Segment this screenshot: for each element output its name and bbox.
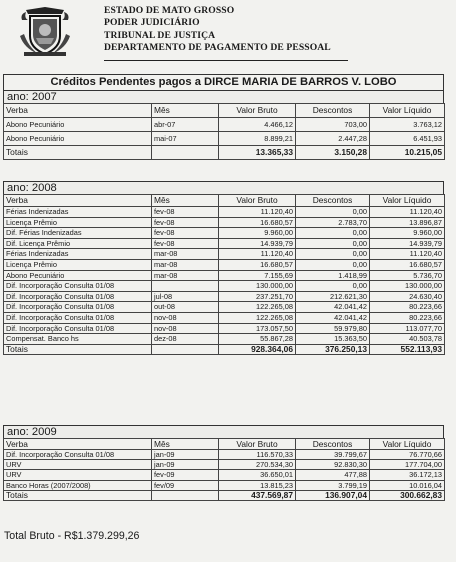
table-header-row <box>4 195 445 207</box>
table-cell: 9.960,00 <box>219 228 296 239</box>
payments-table-2009 <box>3 438 445 501</box>
table-cell: 122.265,08 <box>219 302 296 313</box>
table-cell: Dif. Incorporação Consulta 01/08 <box>4 450 152 460</box>
table-cell: 300.662,83 <box>370 490 445 500</box>
table-cell: 11.120,40 <box>219 249 296 260</box>
table-cell: Dif. Incorporação Consulta 01/08 <box>4 281 152 292</box>
table-cell: Licença Prêmio <box>4 217 152 228</box>
table-cell: 477,88 <box>296 470 370 480</box>
table-cell: 80.223,66 <box>370 302 445 313</box>
table-cell: 6.451,93 <box>370 132 445 146</box>
table-cell: fev-08 <box>152 238 219 249</box>
table-cell: 0,00 <box>296 249 370 260</box>
table-cell: 173.057,50 <box>219 323 296 334</box>
table-cell: 59.979,80 <box>296 323 370 334</box>
table-row <box>4 217 445 228</box>
year-2008-block <box>3 181 444 355</box>
table-cell: 0,00 <box>296 238 370 249</box>
table-cell: 14.939,79 <box>370 238 445 249</box>
table-cell: 11.120,40 <box>370 207 445 218</box>
table-cell: 0,00 <box>296 259 370 270</box>
column-header: Verba <box>4 104 152 118</box>
table-cell: 5.736,70 <box>370 270 445 281</box>
column-header: Mês <box>152 195 219 207</box>
table-cell: Abono Pecuniário <box>4 270 152 281</box>
table-cell: 16.680,57 <box>370 259 445 270</box>
table-row <box>4 480 445 490</box>
table-cell: 270.534,30 <box>219 460 296 470</box>
table-cell: Totais <box>4 344 152 355</box>
table-cell: 92.830,30 <box>296 460 370 470</box>
table-cell: 36.650,01 <box>219 470 296 480</box>
table-row <box>4 323 445 334</box>
table-cell: Totais <box>4 490 152 500</box>
table-cell: 552.113,93 <box>370 344 445 355</box>
table-cell: 7.155,69 <box>219 270 296 281</box>
table-cell: fev-08 <box>152 217 219 228</box>
column-header: Valor Bruto <box>219 195 296 207</box>
table-row <box>4 259 445 270</box>
table-cell: Dif. Incorporação Consulta 01/08 <box>4 291 152 302</box>
column-header: Mês <box>152 439 219 450</box>
table-cell: 16.680,57 <box>219 259 296 270</box>
header-line: TRIBUNAL DE JUSTIÇA <box>104 29 216 41</box>
column-header: Valor Líquido <box>370 439 445 450</box>
column-header: Valor Bruto <box>219 439 296 450</box>
header-line: ESTADO DE MATO GROSSO <box>104 5 235 16</box>
table-cell: Dif. Incorporação Consulta 01/08 <box>4 312 152 323</box>
table-header-row <box>4 104 445 118</box>
table-row <box>4 238 445 249</box>
table-row <box>4 291 445 302</box>
table-cell: 80.223,66 <box>370 312 445 323</box>
table-cell: mar-08 <box>152 270 219 281</box>
coat-of-arms-icon <box>18 6 72 58</box>
table-cell: Dif. Férias Indenizadas <box>4 228 152 239</box>
table-cell <box>152 146 219 160</box>
table-cell <box>152 281 219 292</box>
table-cell: 113.077,70 <box>370 323 445 334</box>
table-cell: 703,00 <box>296 118 370 132</box>
table-cell: 3.150,28 <box>296 146 370 160</box>
table-cell: 177.704,00 <box>370 460 445 470</box>
table-row <box>4 132 445 146</box>
table-cell: 55.867,28 <box>219 334 296 345</box>
table-cell: fev-08 <box>152 228 219 239</box>
table-row <box>4 207 445 218</box>
table-cell: Abono Pecuniário <box>4 118 152 132</box>
table-cell: 10.215,05 <box>370 146 445 160</box>
table-cell: 42.041,42 <box>296 312 370 323</box>
table-cell: 212.621,30 <box>296 291 370 302</box>
table-cell: Dif. Incorporação Consulta 01/08 <box>4 323 152 334</box>
table-row <box>4 460 445 470</box>
table-cell: Dif. Licença Prêmio <box>4 238 152 249</box>
table-cell: 2.783,70 <box>296 217 370 228</box>
table-cell: nov-08 <box>152 312 219 323</box>
year-2007-block <box>3 74 444 160</box>
table-cell: Totais <box>4 146 152 160</box>
table-cell: 9.960,00 <box>370 228 445 239</box>
table-header-row <box>4 439 445 450</box>
table-cell: 24.630,40 <box>370 291 445 302</box>
column-header: Valor Líquido <box>370 104 445 118</box>
column-header: Descontos <box>296 439 370 450</box>
table-cell: abr-07 <box>152 118 219 132</box>
table-row <box>4 450 445 460</box>
table-cell: 237.251,70 <box>219 291 296 302</box>
year-label: ano: 2009 <box>3 425 444 438</box>
table-row <box>4 312 445 323</box>
table-cell: 0,00 <box>296 207 370 218</box>
table-cell: 13.365,33 <box>219 146 296 160</box>
table-cell: Dif. Incorporação Consulta 01/08 <box>4 302 152 313</box>
table-cell: Férias Indenizadas <box>4 207 152 218</box>
table-cell: nov-08 <box>152 323 219 334</box>
table-cell: 3.763,12 <box>370 118 445 132</box>
column-header: Verba <box>4 195 152 207</box>
table-cell: jul-08 <box>152 291 219 302</box>
table-cell: fev-08 <box>152 207 219 218</box>
table-cell: jan-09 <box>152 460 219 470</box>
table-cell: 2.447,28 <box>296 132 370 146</box>
header-divider <box>104 60 348 61</box>
table-cell: 14.939,79 <box>219 238 296 249</box>
column-header: Descontos <box>296 104 370 118</box>
year-label: ano: 2007 <box>3 90 444 103</box>
table-cell: 130.000,00 <box>370 281 445 292</box>
totals-row <box>4 344 445 355</box>
table-row <box>4 270 445 281</box>
table-row <box>4 249 445 260</box>
year-2009-block <box>3 425 444 501</box>
column-header: Valor Bruto <box>219 104 296 118</box>
table-cell: Licença Prêmio <box>4 259 152 270</box>
totals-row <box>4 490 445 500</box>
table-cell: dez-08 <box>152 334 219 345</box>
table-cell: Banco Horas (2007/2008) <box>4 480 152 490</box>
table-cell: 130.000,00 <box>219 281 296 292</box>
column-header: Mês <box>152 104 219 118</box>
grand-total: Total Bruto - R$1.379.299,26 <box>4 530 140 542</box>
table-cell: 11.120,40 <box>370 249 445 260</box>
table-cell <box>152 490 219 500</box>
table-cell: 4.466,12 <box>219 118 296 132</box>
payments-table-2008 <box>3 194 445 355</box>
table-cell: 15.363,50 <box>296 334 370 345</box>
table-row <box>4 334 445 345</box>
document-header <box>0 0 456 66</box>
table-cell: 437.569,87 <box>219 490 296 500</box>
table-cell: Compensat. Banco hs <box>4 334 152 345</box>
totals-row <box>4 146 445 160</box>
header-line: PODER JUDICIÁRIO <box>104 17 200 29</box>
year-label: ano: 2008 <box>3 181 444 194</box>
column-header: Descontos <box>296 195 370 207</box>
table-cell: 376.250,13 <box>296 344 370 355</box>
table-cell: 8.899,21 <box>219 132 296 146</box>
table-cell: URV <box>4 460 152 470</box>
table-row <box>4 228 445 239</box>
table-cell: 1.418,99 <box>296 270 370 281</box>
institution-lines <box>104 5 331 55</box>
table-cell: mar-08 <box>152 259 219 270</box>
table-cell: 13.896,87 <box>370 217 445 228</box>
payments-table-2007 <box>3 103 445 160</box>
table-cell: jan-09 <box>152 450 219 460</box>
table-cell: Férias Indenizadas <box>4 249 152 260</box>
table-cell: fev/09 <box>152 480 219 490</box>
table-cell: out-08 <box>152 302 219 313</box>
table-cell: 39.799,67 <box>296 450 370 460</box>
table-cell: 76.770,66 <box>370 450 445 460</box>
table-cell: 10.016,04 <box>370 480 445 490</box>
table-cell: 13.815,23 <box>219 480 296 490</box>
table-cell: URV <box>4 470 152 480</box>
document-title: Créditos Pendentes pagos a DIRCE MARIA DE BARROS V. LOBO <box>3 74 444 90</box>
table-cell: Abono Pecuniário <box>4 132 152 146</box>
table-cell: 11.120,40 <box>219 207 296 218</box>
table-cell: fev-09 <box>152 470 219 480</box>
column-header: Verba <box>4 439 152 450</box>
table-row <box>4 302 445 313</box>
table-cell: 16.680,57 <box>219 217 296 228</box>
table-cell: 3.799,19 <box>296 480 370 490</box>
table-cell: 0,00 <box>296 281 370 292</box>
table-row <box>4 281 445 292</box>
table-cell: 40.503,78 <box>370 334 445 345</box>
table-row <box>4 118 445 132</box>
column-header: Valor Líquido <box>370 195 445 207</box>
table-cell: 0,00 <box>296 228 370 239</box>
table-cell: 116.570,33 <box>219 450 296 460</box>
table-cell: mai-07 <box>152 132 219 146</box>
table-cell <box>152 344 219 355</box>
table-cell: 36.172,13 <box>370 470 445 480</box>
table-cell: 122.265,08 <box>219 312 296 323</box>
table-cell: 928.364,06 <box>219 344 296 355</box>
table-cell: 136.907,04 <box>296 490 370 500</box>
header-line: DEPARTAMENTO DE PAGAMENTO DE PESSOAL <box>104 42 331 54</box>
table-cell: mar-08 <box>152 249 219 260</box>
table-row <box>4 470 445 480</box>
table-cell: 42.041,42 <box>296 302 370 313</box>
